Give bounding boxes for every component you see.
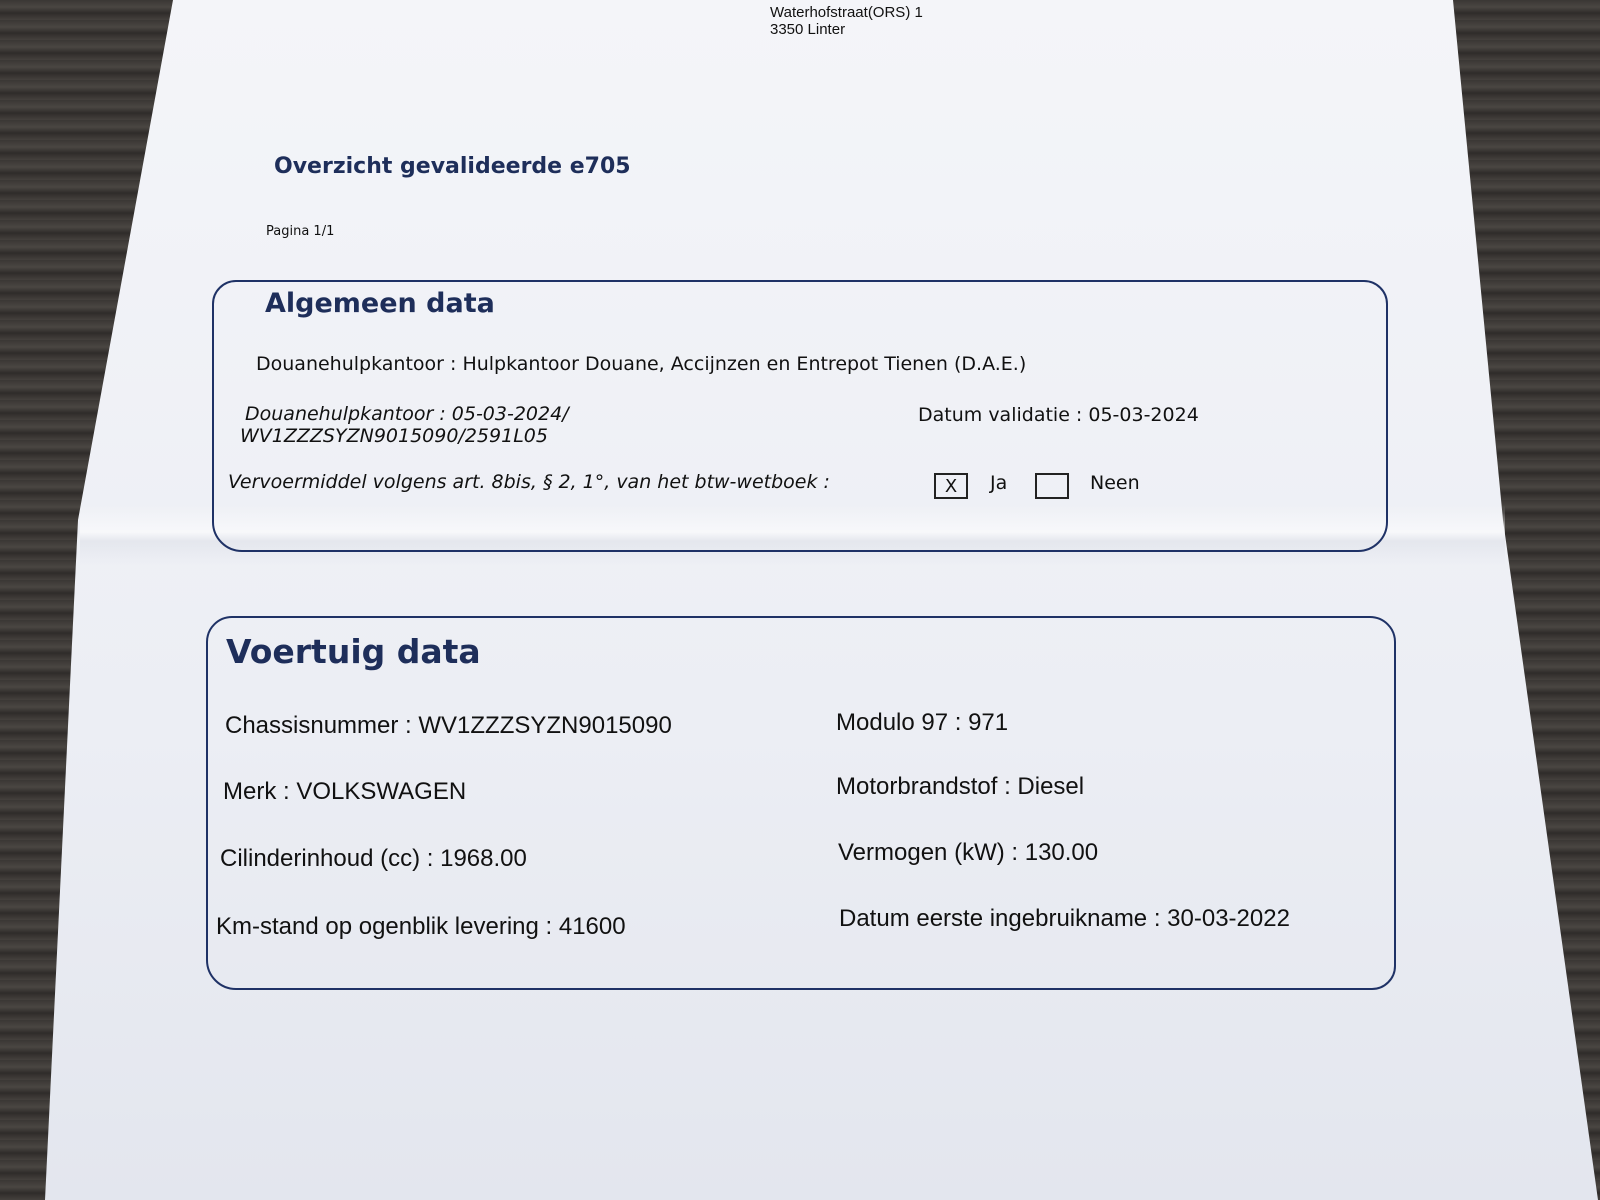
cylinder-capacity: Cilinderinhoud (cc) : 1968.00 bbox=[220, 845, 527, 872]
mileage-at-delivery: Km-stand op ogenblik levering : 41600 bbox=[216, 913, 626, 940]
vehicle-data-heading: Voertuig data bbox=[226, 632, 481, 671]
customs-office: Douanehulpkantoor : Hulpkantoor Douane, Accijnzen en Entrepot Tienen (D.A.E.) bbox=[256, 353, 1027, 375]
vehicle-brand: Merk : VOLKSWAGEN bbox=[223, 778, 467, 805]
validation-date: Datum validatie : 05-03-2024 bbox=[918, 404, 1199, 426]
yes-label: Ja bbox=[990, 472, 1008, 494]
first-registration-date: Datum eerste ingebruikname : 30-03-2022 bbox=[839, 905, 1290, 932]
general-data-heading: Algemeen data bbox=[265, 288, 495, 319]
sender-street: Waterhofstraat(ORS) 1 bbox=[770, 4, 923, 21]
checkbox-x-mark: X bbox=[944, 475, 958, 497]
yes-checkbox[interactable] bbox=[934, 473, 968, 499]
no-checkbox[interactable] bbox=[1035, 473, 1069, 499]
customs-office-reference-line2: WV1ZZZSYZN9015090/2591L05 bbox=[240, 425, 548, 447]
customs-office-reference-line1: Douanehulpkantoor : 05-03-2024/ bbox=[245, 403, 569, 425]
document-title: Overzicht gevalideerde e705 bbox=[274, 154, 631, 179]
no-label: Neen bbox=[1090, 472, 1140, 494]
sender-city: 3350 Linter bbox=[770, 21, 846, 38]
modulo-97: Modulo 97 : 971 bbox=[836, 709, 1009, 736]
chassis-number: Chassisnummer : WV1ZZZSYZN9015090 bbox=[225, 712, 672, 739]
engine-power: Vermogen (kW) : 130.00 bbox=[838, 839, 1099, 866]
vehicle-article-question: Vervoermiddel volgens art. 8bis, § 2, 1°, van het btw-wetboek : bbox=[228, 471, 830, 493]
page-number: Pagina 1/1 bbox=[266, 224, 335, 239]
engine-fuel: Motorbrandstof : Diesel bbox=[836, 773, 1085, 800]
